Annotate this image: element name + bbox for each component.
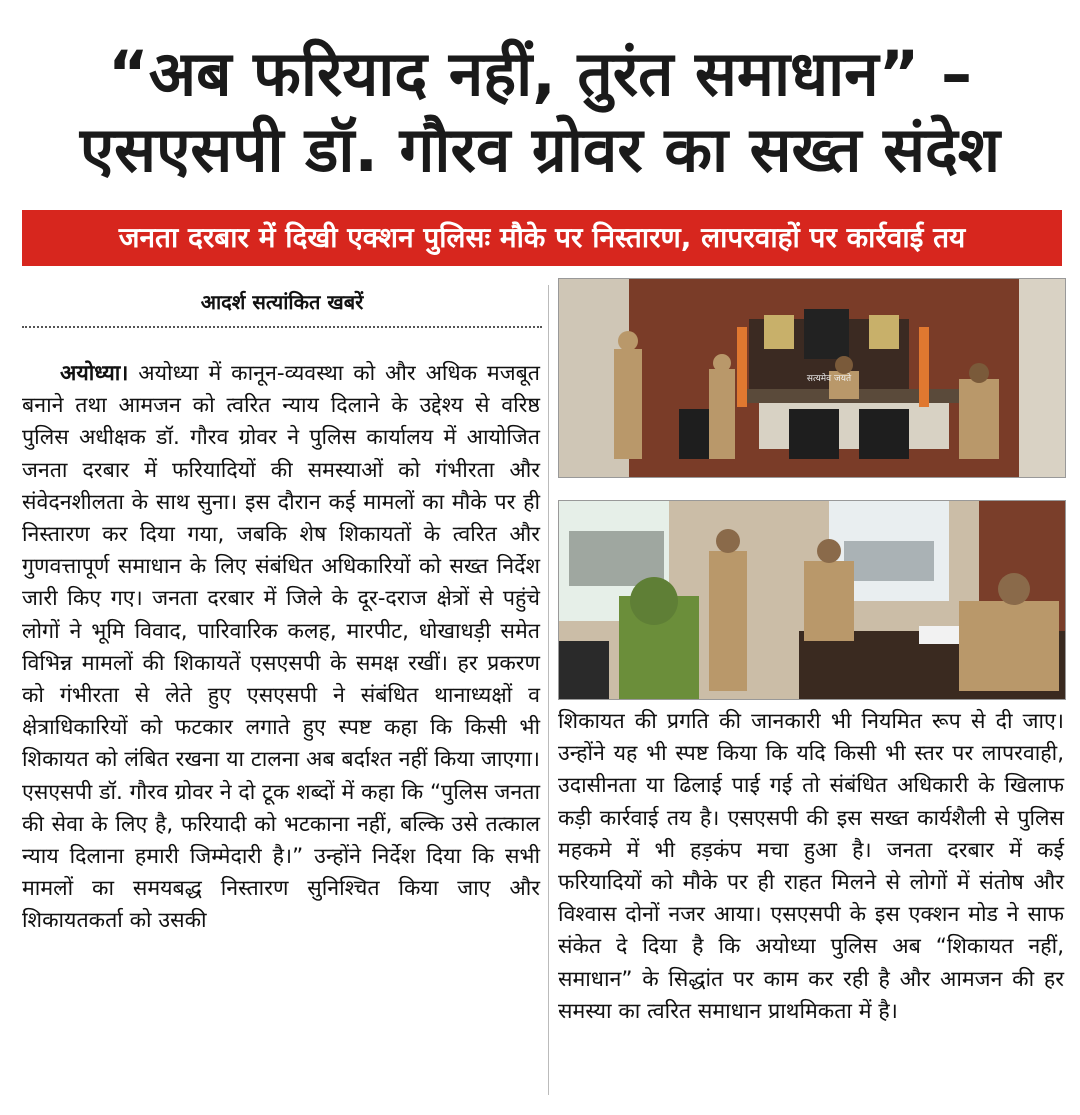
article-column-left (22, 358, 540, 938)
photo-office-scene (559, 279, 1065, 477)
article-column-right (558, 706, 1064, 1028)
headline-line-1: “अब फरियाद नहीं, तुरंत समाधान” – (108, 37, 972, 110)
dateline: अयोध्या। (60, 361, 129, 386)
photo-plaque-text: सत्यमेव जयते (806, 374, 852, 384)
byline-divider (22, 326, 542, 328)
headline-line-2: एसएसपी डॉ. गौरव ग्रोवर का सख्त संदेश (79, 113, 1001, 186)
article-text-right: शिकायत की प्रगति की जानकारी भी नियमित रूप से दी जाए। उन्होंने यह भी स्पष्ट किया कि यदि किसी भी स्तर पर लापरवाही, उदासीनता या ढिलाई पाई गई तो संबंधित अधिकारी के खिलाफ कड़ी कार्रवाई तय है। एसएसपी की इस सख्त कार्यशैली से पुलिस महकमे में भी हड़कंप मचा हुआ है। जनता दरबार में कई फरियादियों को मौके पर ही राहत मिलने से लोगों में संतोष और विश्वास दोनों नजर आया। एसएसपी के इस एक्शन मोड ने साफ संकेत दे दिया है कि अयोध्या पुलिस अब “शिकायत नहीं, समाधान” के सिद्धांत पर काम कर रही है और आमजन की हर समस्या का त्वरित समाधान प्राथमिकता में है। (558, 709, 1064, 1024)
photo-janta-darbar-office (558, 278, 1066, 478)
article-text-left: अयोध्या में कानून-व्यवस्था को और अधिक मजबूत बनाने तथा आमजन को त्वरित न्याय दिलाने के उद्देश्य से वरिष्ठ पुलिस अधीक्षक डॉ. गौरव ग्रोवर ने पुलिस कार्यालय में आयोजित जनता दरबार में फरियादियों की समस्याओं को गंभीरता और संवेदनशीलता के साथ सुना। इस दौरान कई मामलों का मौके पर ही निस्तारण कर दिया गया, जबकि शेष शिकायतों के त्वरित और गुणवत्तापूर्ण समाधान के लिए संबंधित अधिकारियों को सख्त निर्देश जारी किए गए। जनता दरबार में जिले के दूर-दराज क्षेत्रों से पहुंचे लोगों ने भूमि विवाद, पारिवारिक कलह, मारपीट, धोखाधड़ी समेत विभिन्न मामलों की शिकायतें एसएसपी के समक्ष रखीं। हर प्रकरण को गंभीरता से लेते हुए एसएसपी ने संबंधित थानाध्यक्षों व क्षेत्राधिकारियों को फटकार लगाते हुए स्पष्ट कहा कि किसी भी शिकायत को लंबित रखना या टालना अब बर्दाश्त नहीं किया जाएगा। एसएसपी डॉ. गौरव ग्रोवर ने दो टूक शब्दों में कहा कि “पुलिस जनता की सेवा के लिए है, फरियादी को भटकाना नहीं, बल्कि उसे तत्काल न्याय दिलाना हमारी जिम्मेदारी है।” उन्होंने निर्देश दिया कि सभी मामलों का समयबद्ध निस्तारण सुनिश्चित किया जाए और शिकायतकर्ता को उसकी (22, 361, 540, 934)
headline (0, 36, 1080, 188)
photo-hearing-scene (559, 501, 1065, 699)
column-divider (548, 285, 549, 1095)
byline: आदर्श सत्यांकित खबरें (200, 290, 364, 314)
subheadline-banner: जनता दरबार में दिखी एक्शन पुलिसः मौके पर निस्तारण, लापरवाहों पर कार्रवाई तय (22, 210, 1062, 266)
photo-ssp-hearing (558, 500, 1066, 700)
